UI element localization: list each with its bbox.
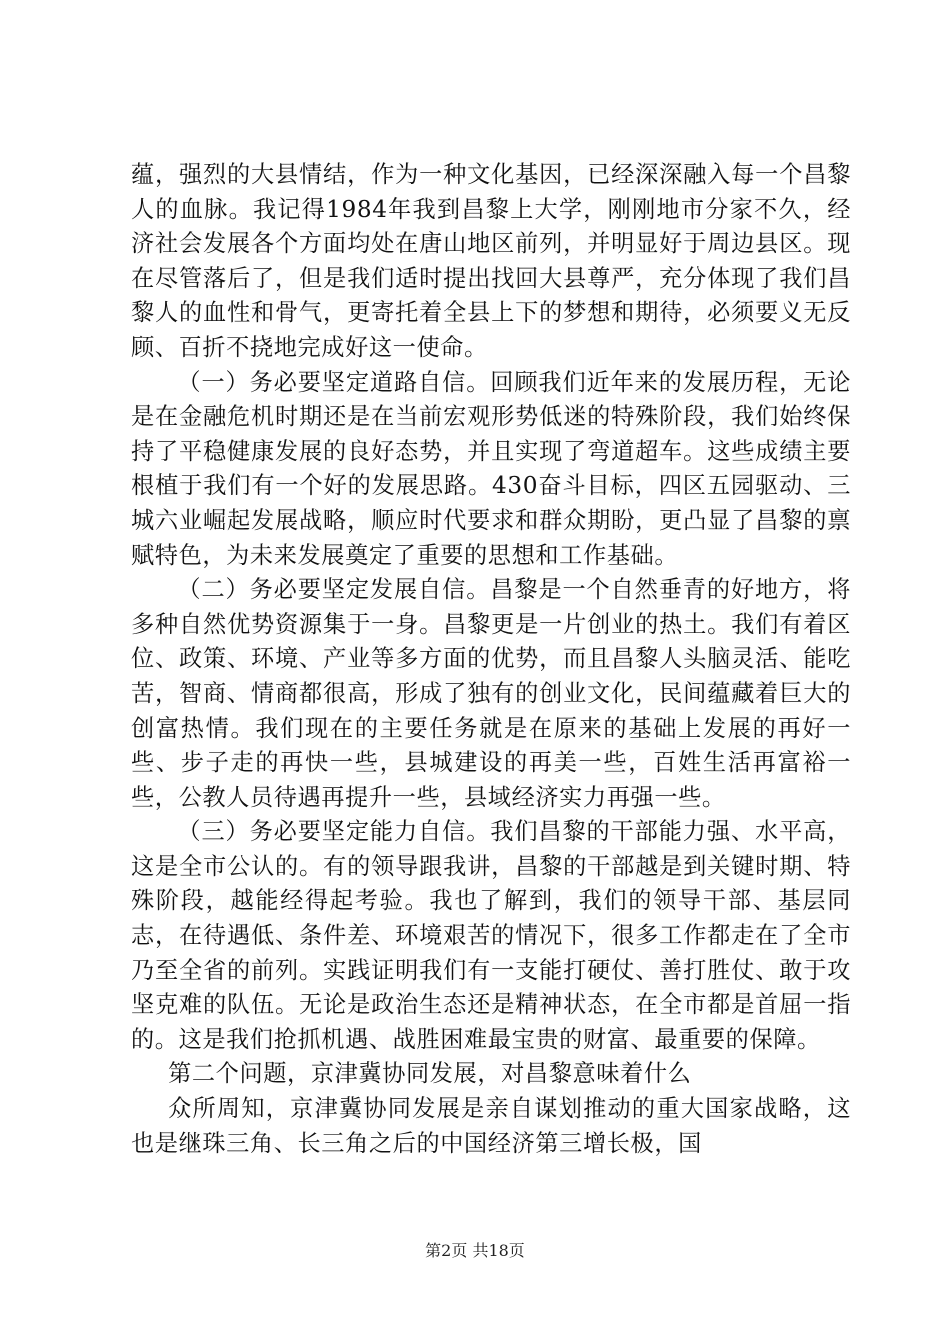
section-heading-second-question: 第二个问题，京津冀协同发展，对昌黎意味着什么 [168,1060,692,1088]
paragraph-jingjinji: 众所周知，京津冀协同发展是亲自谋划推动的重大国家战略，这也是继珠三角、长三角之后的中国经济第三增长极，国 [131,1095,851,1157]
paragraph-road-confidence: （一）务必要坚定道路自信。回顾我们近年来的发展历程，无论是在金融危机时期还是在当前宏观形势低迷的特殊阶段，我们始终保持了平稳健康发展的良好态势，并且实现了弯道超车。这些成绩主要根植于我们有一个好的发展思路。430奋斗目标，四区五园驱动、三城六业崛起发展战略，顺应时代要求和群众期盼，更凸显了昌黎的禀赋特色，为未来发展奠定了重要的思想和工作基础。 [131,368,851,569]
page-footer: 第2页 共18页 [425,1241,525,1260]
paragraph-development-confidence: （二）务必要坚定发展自信。昌黎是一个自然垂青的好地方，将多种自然优势资源集于一身。昌黎更是一片创业的热土。我们有着区位、政策、环境、产业等多方面的优势，而且昌黎人头脑灵活、能吃苦，智商、情商都很高，形成了独有的创业文化，民间蕴藏着巨大的创富热情。我们现在的主要任务就是在原来的基础上发展的再好一些、步子走的再快一些，县城建设的再美一些，百姓生活再富裕一些，公教人员待遇再提升一些，县域经济实力再强一些。 [131,576,851,811]
document-body [131,158,851,1161]
paragraph-ability-confidence: （三）务必要坚定能力自信。我们昌黎的干部能力强、水平高，这是全市公认的。有的领导跟我讲，昌黎的干部越是到关键时期、特殊阶段，越能经得起考验。我也了解到，我们的领导干部、基层同志，在待遇低、条件差、环境艰苦的情况下，很多工作都走在了全市乃至全省的前列。实践证明我们有一支能打硬仗、善打胜仗、敢于攻坚克难的队伍。无论是政治生态还是精神状态，在全市都是首屈一指的。这是我们抢抓机遇、战胜困难最宝贵的财富、最重要的保障。 [131,818,851,1053]
paragraph-continuation: 蕴，强烈的大县情结，作为一种文化基因，已经深深融入每一个昌黎人的血脉。我记得1984年我到昌黎上大学，刚刚地市分家不久，经济社会发展各个方面均处在唐山地区前列，并明显好于周边县区。现在尽管落后了，但是我们适时提出找回大县尊严，充分体现了我们昌黎人的血性和骨气，更寄托着全县上下的梦想和期待，必须要义无反顾、百折不挠地完成好这一使命。 [131,161,851,361]
